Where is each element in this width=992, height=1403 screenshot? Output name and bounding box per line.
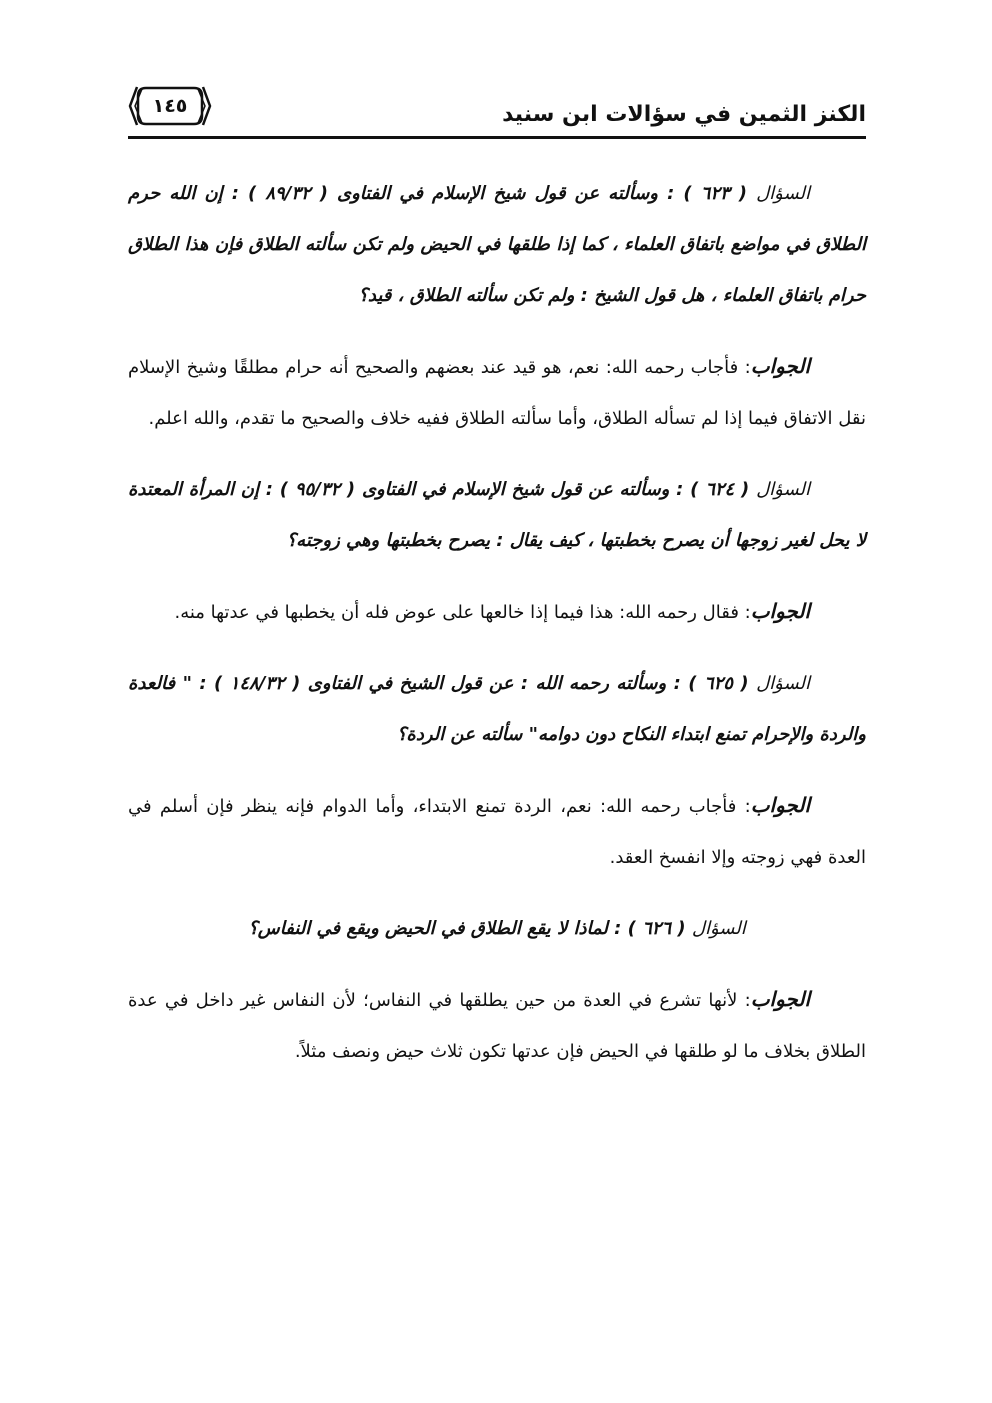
question-624 [128,464,866,566]
question-text: ( ٦٢٦ ) : لماذا لا يقع الطلاق في الحيض ويقع في النفاس؟ [248,918,692,939]
answer-text: : فقال رحمه الله: هذا فيما إذا خالعها على عوض فله أن يخطبها في عدتها منه. [174,602,751,623]
answer-text: : لأنها تشرع في العدة من حين يطلقها في النفاس؛ لأن النفاس غير داخل في عدة الطلاق بخلاف ما لو طلقها في الحيض فإن عدتها تكون ثلاث حيض ونصف مثلاً. [128,990,866,1062]
question-626 [128,903,866,954]
question-label: السؤال [756,183,810,204]
answer-626 [128,974,866,1077]
answer-label: الجواب [750,354,810,378]
page-header [128,78,866,140]
answer-label: الجواب [750,987,810,1011]
question-label: السؤال [756,673,811,694]
question-text: ( ٦٢٤ ) : وسألته عن قول شيخ الإسلام في الفتاوى ( ٩٥/٣٢ ) : إن المرأة المعتدة لا يحل لغير زوجها أن يصرح بخطبتها ، كيف يقال : يصرح بخطبتها وهي زوجته؟ [128,479,866,551]
answer-label: الجواب [750,793,810,817]
question-text: ( ٦٢٣ ) : وسألته عن قول شيخ الإسلام في الفتاوى ( ٨٩/٣٢ ) : إن الله حرم الطلاق في مواضع باتفاق العلماء ، كما إذا طلقها في الحيض ولم تكن سألته الطلاق فإن هذا الطلاق حرام باتفاق العلماء ، هل قول الشيخ : ولم تكن سألته الطلاق ، قيد؟ [128,183,866,306]
question-625 [128,658,866,760]
answer-text: : فأجاب رحمه الله: نعم، الردة تمنع الابتداء، وأما الدوام فإنه ينظر فإن أسلم في العدة فهي زوجته وإلا انفسخ العقد. [128,796,866,868]
page-number: ١٤٥ [152,95,188,117]
page-body [128,168,866,1097]
answer-label: الجواب [750,599,810,623]
question-text: ( ٦٢٥ ) : وسألته رحمه الله : عن قول الشيخ في الفتاوى ( ١٤٨/٣٢ ) : " فالعدة والردة والإحرام تمنع ابتداء النكاح دون دوامه" سألته عن الردة؟ [128,673,866,745]
question-label: السؤال [691,918,746,939]
header-divider [128,136,866,139]
answer-625 [128,780,866,883]
page-number-badge [128,84,212,128]
answer-text: : فأجاب رحمه الله: نعم، هو قيد عند بعضهم والصحيح أنه حرام مطلقًا وشيخ الإسلام نقل الاتفاق فيما إذا لم تسأله الطلاق، وأما سألته الطلاق ففيه خلاف والصحيح ما تقدم، والله اعلم. [128,357,866,429]
question-label: السؤال [756,479,810,500]
question-623 [128,168,866,321]
answer-624 [128,586,866,638]
answer-623 [128,341,866,444]
book-title: الكنز الثمين في سؤالات ابن سنيد [502,102,866,127]
